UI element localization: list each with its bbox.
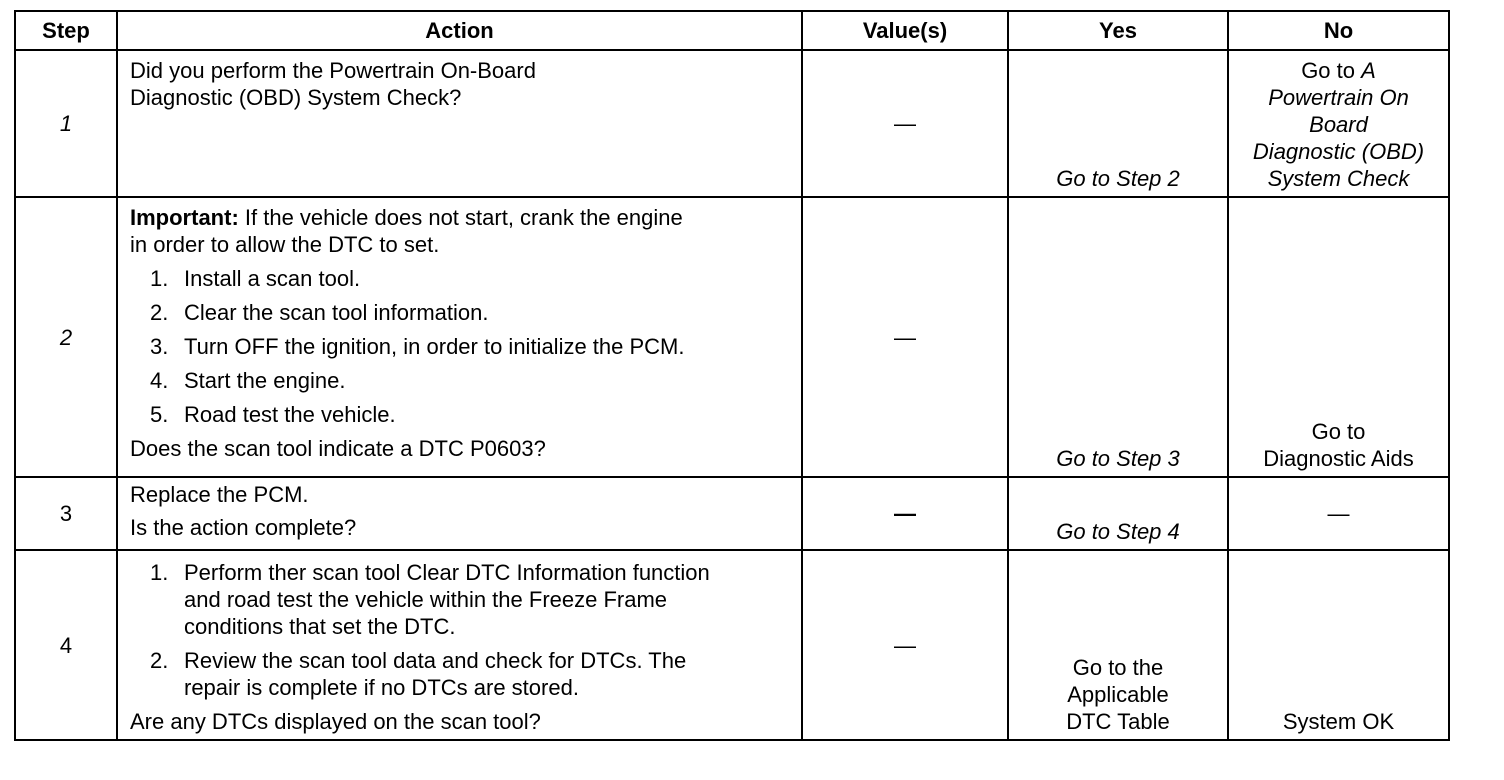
list-item: 1. Install a scan tool. xyxy=(150,266,361,291)
action-text: Did you perform the Powertrain On-Board xyxy=(130,58,536,83)
header-yes: Yes xyxy=(1008,11,1228,50)
list-item: 2. Clear the scan tool information. xyxy=(150,300,489,325)
no-prefix: Go to xyxy=(1301,58,1355,83)
value-cell xyxy=(802,50,1008,197)
no-cell[interactable] xyxy=(1228,197,1449,477)
action-text: Replace the PCM. xyxy=(130,482,309,507)
no-cell[interactable] xyxy=(1228,50,1449,197)
no-prefix: Go to xyxy=(1311,419,1366,444)
obd-check-link[interactable]: Board xyxy=(1309,112,1368,137)
header-action: Action xyxy=(117,11,802,50)
question-text: Are any DTCs displayed on the scan tool? xyxy=(130,709,541,734)
obd-check-link[interactable]: A xyxy=(1361,58,1376,83)
list-item: 3. Turn OFF the ignition, in order to initialize the PCM. xyxy=(150,334,685,359)
no-cell xyxy=(1228,550,1449,740)
important-label: Important: xyxy=(130,205,239,230)
system-ok-text: System OK xyxy=(1282,709,1395,734)
question-text: Does the scan tool indicate a DTC P0603? xyxy=(130,436,546,461)
step-number: 2 xyxy=(15,197,117,477)
value-dash: — xyxy=(894,632,916,658)
table-row xyxy=(15,477,1449,550)
yes-cell[interactable] xyxy=(1008,477,1228,550)
no-dash: — xyxy=(1327,501,1350,526)
action-cell xyxy=(117,197,802,477)
value-cell xyxy=(802,550,1008,740)
procedure-list xyxy=(130,265,791,428)
step-number: 4 xyxy=(15,550,117,740)
procedure-list xyxy=(130,559,791,701)
value-cell xyxy=(802,197,1008,477)
header-no: No xyxy=(1228,11,1449,50)
dtc-table-link[interactable]: Go to the xyxy=(1072,655,1164,680)
obd-check-link[interactable]: System Check xyxy=(1267,166,1410,191)
action-cell xyxy=(117,477,802,550)
list-item: 5. Road test the vehicle. xyxy=(150,402,396,427)
dtc-table-link[interactable]: DTC Table xyxy=(1066,709,1170,734)
go-to-step-link[interactable]: Go to Step 2 xyxy=(1056,166,1180,191)
header-row xyxy=(15,11,1449,50)
diagnostic-aids-link[interactable]: Diagnostic Aids xyxy=(1263,446,1414,471)
header-values: Value(s) xyxy=(802,11,1008,50)
action-cell xyxy=(117,50,802,197)
go-to-step-link[interactable]: Go to Step 4 xyxy=(1056,519,1180,544)
value-dash: — xyxy=(894,501,916,526)
important-text: If the vehicle does not start, crank the engine xyxy=(244,205,683,230)
table-row xyxy=(15,197,1449,477)
step-number: 3 xyxy=(15,477,117,550)
table-row xyxy=(15,50,1449,197)
question-text: Is the action complete? xyxy=(130,515,357,540)
obd-check-link[interactable]: Diagnostic (OBD) xyxy=(1252,139,1425,164)
value-dash: — xyxy=(894,111,916,136)
list-item: 2. Review the scan tool data and check for DTCs. The repair is complete if no DTCs are stored. xyxy=(150,648,687,700)
value-cell xyxy=(802,477,1008,550)
yes-cell[interactable] xyxy=(1008,50,1228,197)
header-step: Step xyxy=(15,11,117,50)
action-cell xyxy=(117,550,802,740)
go-to-step-link[interactable]: Go to Step 3 xyxy=(1056,446,1180,471)
action-text: Diagnostic (OBD) System Check? xyxy=(130,85,462,110)
list-item: 1. Perform ther scan tool Clear DTC Information function and road test the vehicle within the Freeze Frame conditions that set the DTC. xyxy=(150,560,710,639)
no-cell xyxy=(1228,477,1449,550)
yes-cell[interactable] xyxy=(1008,550,1228,740)
dtc-table-link[interactable]: Applicable xyxy=(1067,682,1169,707)
diagnostic-table-container xyxy=(14,10,1448,741)
diagnostic-table xyxy=(14,10,1450,741)
important-text: in order to allow the DTC to set. xyxy=(130,232,440,257)
value-dash: — xyxy=(894,324,916,350)
step-number: 1 xyxy=(15,50,117,197)
table-row xyxy=(15,550,1449,740)
list-item: 4. Start the engine. xyxy=(150,368,346,393)
obd-check-link[interactable]: Powertrain On xyxy=(1268,85,1409,110)
yes-cell[interactable] xyxy=(1008,197,1228,477)
